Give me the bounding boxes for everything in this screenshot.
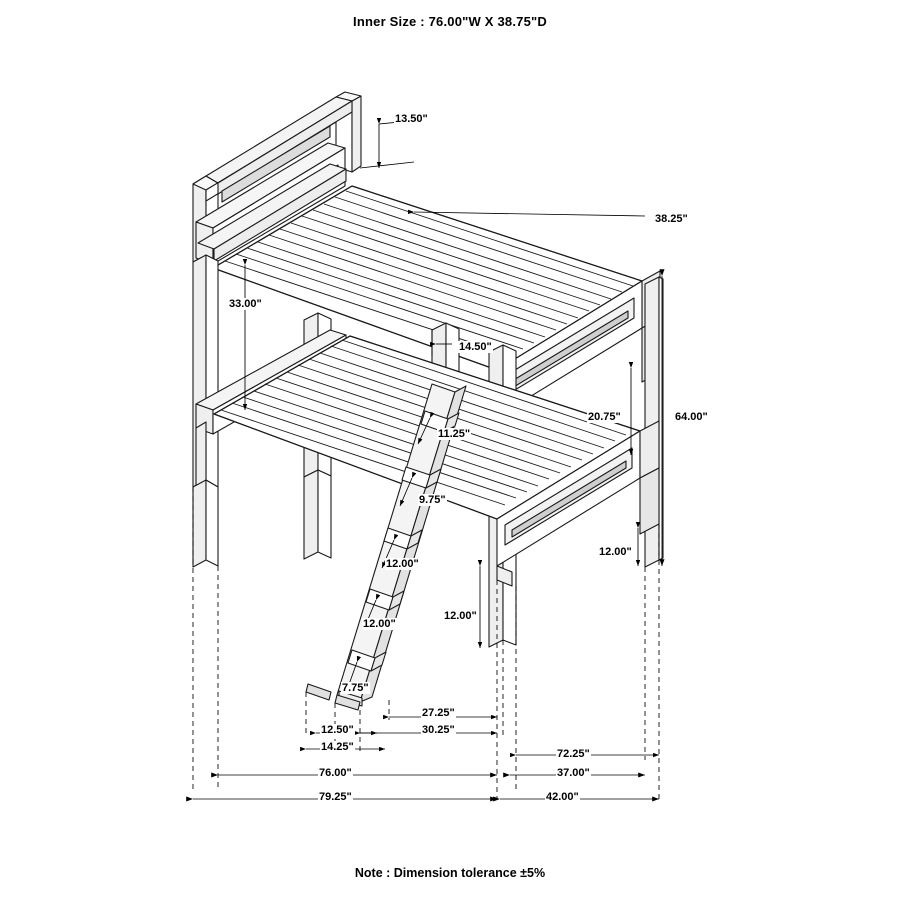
dimension-label-42-00: 42.00": [546, 791, 579, 803]
dimension-label-27-25: 27.25": [422, 707, 455, 719]
dimension-label-30-25: 30.25": [422, 724, 455, 736]
dimension-label-72-25: 72.25": [557, 748, 590, 760]
dimension-label-14-25: 14.25": [321, 741, 354, 753]
page-title: Inner Size : 76.00"W X 38.75"D: [353, 14, 547, 29]
dimension-label-37-00: 37.00": [557, 767, 590, 779]
tolerance-note: Note : Dimension tolerance ±5%: [354, 866, 546, 880]
dimension-label-13-50: 13.50": [395, 113, 428, 125]
dimension-label-11-25: 11.25": [438, 428, 471, 440]
dimension-label-12-00-rung-1: 12.00": [386, 558, 419, 570]
dimension-label-12-00-center: 12.00": [444, 610, 477, 622]
dimension-label-20-75: 20.75": [588, 411, 621, 423]
dimension-label-76-00: 76.00": [319, 767, 352, 779]
dimension-label-12-00-right: 12.00": [599, 546, 632, 558]
dimension-label-12-50: 12.50": [321, 724, 354, 736]
dimension-label-12-00-rung-2: 12.00": [363, 618, 396, 630]
dimension-label-64-00: 64.00": [675, 411, 708, 423]
dimension-label-79-25: 79.25": [319, 791, 352, 803]
dimension-label-33-00: 33.00": [229, 298, 262, 310]
dimension-label-38-25: 38.25": [655, 213, 688, 225]
dimension-label-7-75: 7.75": [342, 682, 369, 694]
dimension-label-14-50: 14.50": [459, 341, 492, 353]
dimension-label-9-75: 9.75": [419, 494, 446, 506]
